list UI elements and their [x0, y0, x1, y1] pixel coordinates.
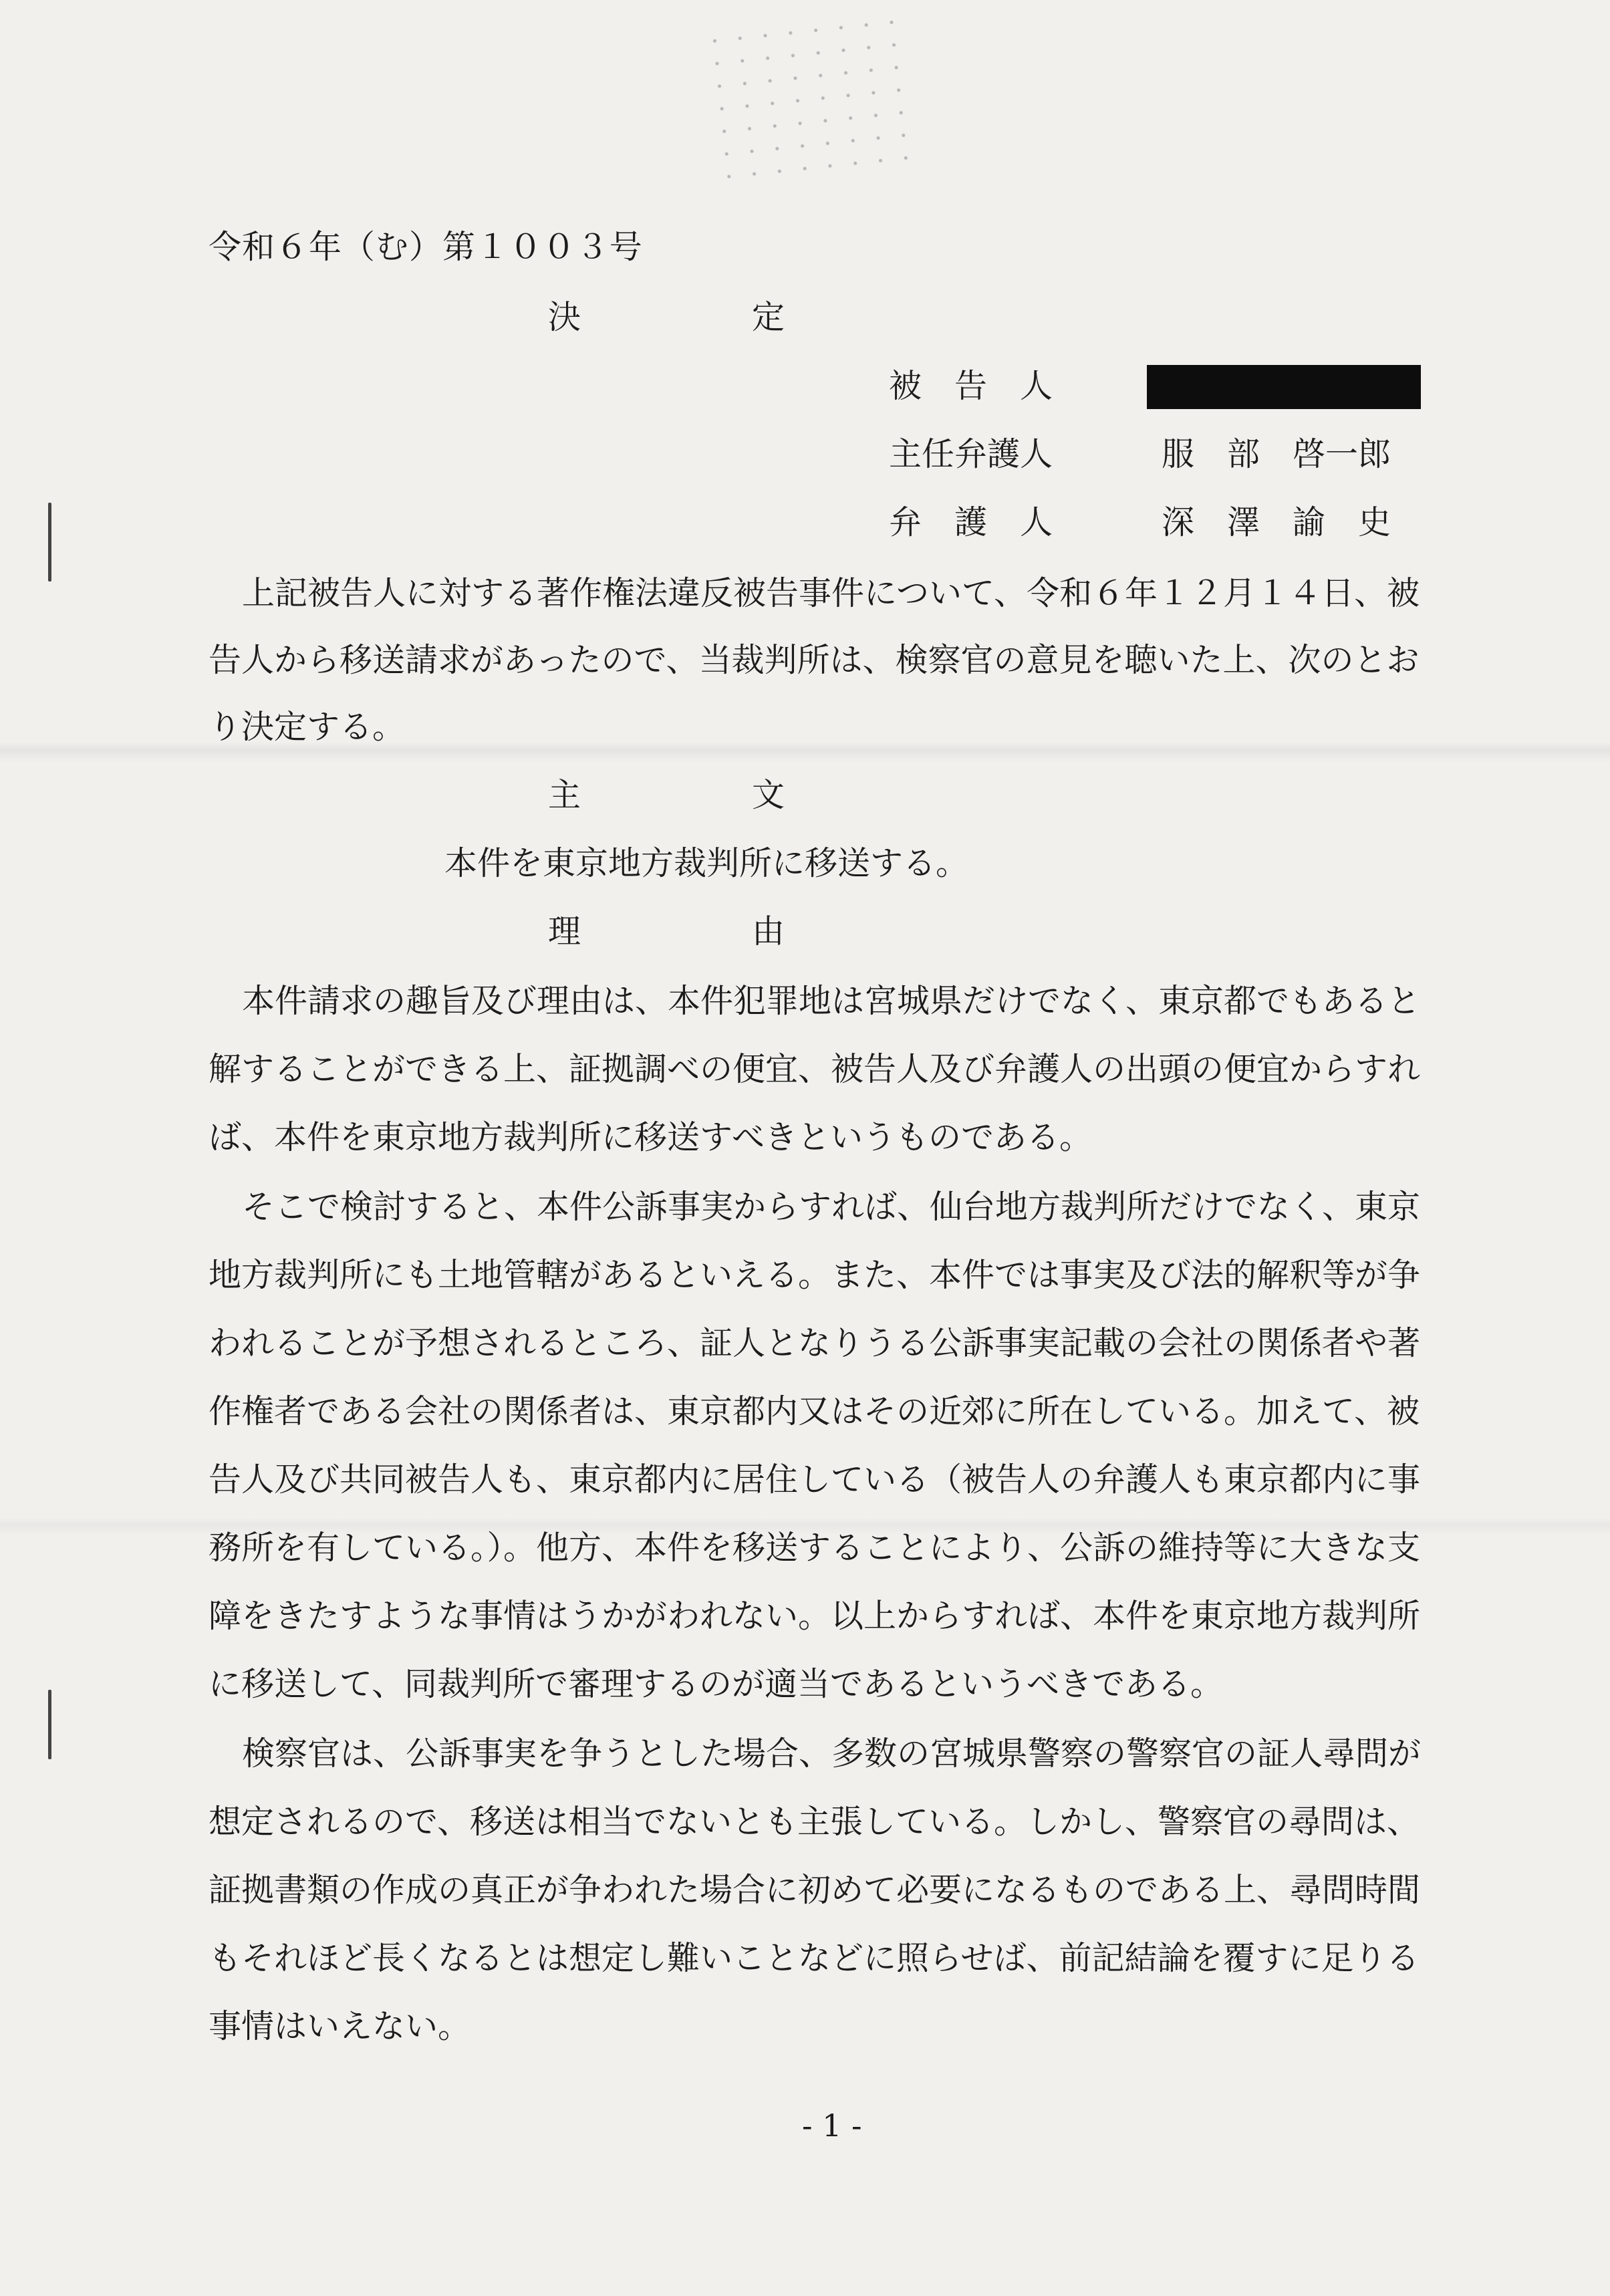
reason-line-4: そこで検討すると、本件公訴事実からすれば、仙台地方裁判所だけでなく、東京 — [242, 1188, 1421, 1226]
reason-line-10: 障をきたすような事情はうかがわれない。以上からすれば、本件を東京地方裁判所 — [209, 1597, 1421, 1635]
staple-mark-upper — [48, 503, 51, 582]
reason-line-14: 証拠書類の作成の真正が争われた場合に初めて必要になるものである上、尋問時間 — [209, 1871, 1421, 1909]
reason-line-7: 作権者である会社の関係者は、東京都内又はその近郊に所在している。加えて、被 — [209, 1392, 1420, 1430]
title-char-1: 決 — [548, 298, 581, 336]
party-name-counsel: 深 澤 諭 史 — [1162, 503, 1391, 541]
main-heading-char-1: 主 — [548, 776, 581, 814]
reason-line-5: 地方裁判所にも土地管轄があるといえる。また、本件では事実及び法的解釈等が争 — [209, 1256, 1421, 1294]
reason-line-2: 解することができる上、証拠調べの便宜、被告人及び弁護人の出頭の便宜からすれ — [209, 1050, 1421, 1088]
main-heading-char-2: 文 — [752, 776, 785, 814]
reason-heading-char-2: 由 — [752, 912, 785, 950]
redacted-defendant-name — [1147, 365, 1421, 409]
reason-line-8: 告人及び共同被告人も、東京都内に居住している（被告人の弁護人も東京都内に事 — [209, 1460, 1421, 1499]
intro-line-3: り決定する。 — [209, 708, 406, 746]
reason-heading-char-1: 理 — [548, 912, 581, 950]
reason-line-11: に移送して、同裁判所で審理するのが適当であるというべきである。 — [209, 1665, 1224, 1703]
intro-line-1: 上記被告人に対する著作権法違反被告事件について、令和６年１２月１４日、被 — [242, 574, 1420, 612]
staple-mark-lower — [48, 1690, 51, 1759]
intro-line-2: 告人から移送請求があったので、当裁判所は、検察官の意見を聴いた上、次のとお — [209, 641, 1420, 679]
reason-line-6: われることが予想されるところ、証人となりうる公訴事実記載の会社の関係者や著 — [209, 1324, 1421, 1362]
party-role-counsel: 弁 護 人 — [889, 503, 1053, 541]
party-role-chief-counsel: 主任弁護人 — [889, 435, 1053, 473]
reason-line-1: 本件請求の趣旨及び理由は、本件犯罪地は宮城県だけでなく、東京都でもあると — [242, 982, 1421, 1020]
reason-line-12: 検察官は、公訴事実を争うとした場合、多数の宮城県警察の警察官の証人尋問が — [242, 1735, 1422, 1773]
page-number: - 1 - — [802, 2108, 862, 2144]
reason-line-13: 想定されるので、移送は相当でないとも主張している。しかし、警察官の尋問は、 — [209, 1803, 1420, 1841]
title-char-2: 定 — [752, 298, 785, 336]
reason-line-3: ば、本件を東京地方裁判所に移送すべきというものである。 — [209, 1118, 1093, 1156]
reason-line-9: 務所を有している。）。他方、本件を移送することにより、公訴の維持等に大きな支 — [209, 1529, 1421, 1567]
case-number: 令和６年（む）第１００３号 — [209, 228, 643, 266]
main-text: 本件を東京地方裁判所に移送する。 — [444, 844, 969, 882]
punch-dot-pattern — [701, 10, 916, 184]
reason-line-16: 事情はいえない。 — [209, 2007, 471, 2045]
party-name-chief-counsel: 服 部 啓一郎 — [1162, 435, 1391, 473]
reason-line-15: もそれほど長くなるとは想定し難いことなどに照らせば、前記結論を覆すに足りる — [209, 1939, 1420, 1977]
party-role-defendant: 被 告 人 — [889, 367, 1053, 405]
